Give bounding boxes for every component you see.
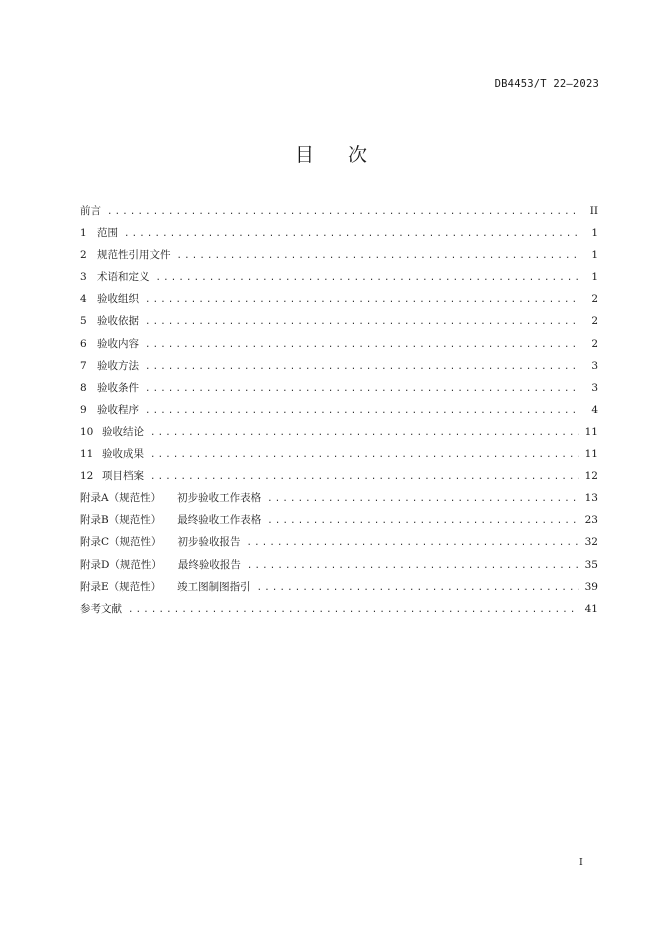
toc-entry-title: 初步验收报告	[177, 536, 241, 549]
toc-leader-dots	[177, 245, 581, 267]
toc-entry-number: 6	[80, 337, 87, 350]
toc-entry-page: 1	[591, 271, 598, 284]
toc-entry-title: 验收依据	[97, 315, 139, 328]
toc-entry[interactable]	[80, 200, 598, 222]
toc-entry-number: 4	[80, 293, 87, 306]
toc-entry-number: 附录E（规范性）	[80, 580, 162, 593]
page-title: 目次	[294, 144, 401, 166]
toc-entry-page: 12	[584, 470, 598, 483]
toc-entry[interactable]	[80, 377, 598, 399]
toc-entry-number: 3	[80, 271, 87, 284]
toc-entry-page: 23	[584, 514, 598, 527]
toc-entry-number: 附录C（规范性）	[80, 536, 162, 549]
toc-entry-number: 7	[80, 359, 87, 372]
toc-leader-dots	[145, 311, 580, 333]
document-code: DB4453/T 22—2023	[494, 78, 599, 90]
toc-leader-dots	[145, 400, 580, 422]
toc-entry[interactable]	[80, 531, 598, 553]
toc-entry-page: 3	[591, 359, 598, 372]
toc-entry-page: 11	[584, 425, 598, 438]
toc-entry-number: 11	[80, 448, 94, 461]
toc-entry-number: 5	[80, 315, 87, 328]
toc-entry-page: 32	[584, 536, 598, 549]
toc-entry-title: 验收成果	[102, 448, 144, 461]
toc-leader-dots	[150, 422, 579, 444]
toc-entry-title: 最终验收工作表格	[177, 514, 262, 527]
toc-entry-title: 验收组织	[97, 293, 139, 306]
toc-entry-number: 1	[80, 227, 87, 240]
toc-entry-title: 验收条件	[97, 381, 139, 394]
toc-entry[interactable]	[80, 554, 598, 576]
toc-leader-dots	[267, 510, 578, 532]
toc-entry-page: 1	[591, 249, 598, 262]
toc-entry-title: 验收方法	[97, 359, 139, 372]
toc-entry-page: 2	[591, 293, 598, 306]
toc-entry-number: 10	[80, 425, 94, 438]
toc-leader-dots	[156, 267, 581, 289]
toc-entry[interactable]	[80, 576, 598, 598]
toc-entry-page: 2	[591, 337, 598, 350]
toc-entry-title: 术语和定义	[97, 271, 150, 284]
toc-entry-number: 9	[80, 403, 87, 416]
toc-leader-dots	[145, 334, 580, 356]
toc-entry-page: 41	[584, 602, 598, 615]
toc-entry[interactable]	[80, 288, 598, 310]
toc-entry[interactable]	[80, 509, 598, 531]
toc-entry[interactable]	[80, 333, 598, 355]
toc-entry-title: 竣工图制图指引	[177, 580, 251, 593]
toc-entry-number: 8	[80, 381, 87, 394]
toc-entry[interactable]	[80, 465, 598, 487]
toc-entry-page: 1	[591, 227, 598, 240]
toc-entry[interactable]	[80, 244, 598, 266]
toc-leader-dots	[145, 289, 580, 311]
toc-entry-page: II	[589, 205, 598, 217]
toc-leader-dots	[124, 223, 580, 245]
page-number: I	[579, 857, 583, 868]
toc-leader-dots	[247, 532, 579, 554]
toc-entry-title: 项目档案	[102, 470, 144, 483]
toc-entry-page: 3	[591, 381, 598, 394]
toc-entry[interactable]	[80, 598, 598, 620]
toc-entry[interactable]	[80, 310, 598, 332]
toc-entry[interactable]	[80, 487, 598, 509]
toc-entry-title: 参考文献	[80, 602, 122, 615]
toc-entry[interactable]	[80, 421, 598, 443]
toc-entry-title: 初步验收工作表格	[177, 492, 262, 505]
toc-entry-number: 附录B（规范性）	[80, 514, 162, 527]
toc-entry[interactable]	[80, 443, 598, 465]
toc-entry[interactable]	[80, 355, 598, 377]
toc-leader-dots	[150, 466, 579, 488]
toc-entry-title: 规范性引用文件	[97, 249, 171, 262]
table-of-contents	[80, 200, 598, 620]
toc-entry[interactable]	[80, 399, 598, 421]
toc-entry-page: 2	[591, 315, 598, 328]
toc-entry-page: 35	[584, 558, 598, 571]
toc-entry-title: 范围	[97, 227, 118, 240]
toc-entry-title: 最终验收报告	[177, 558, 241, 571]
toc-leader-dots	[257, 577, 579, 599]
toc-entry[interactable]	[80, 222, 598, 244]
toc-entry-number: 附录A（规范性）	[80, 492, 162, 505]
toc-entry-page: 11	[584, 448, 598, 461]
toc-leader-dots	[150, 444, 579, 466]
toc-entry-page: 4	[591, 403, 598, 416]
toc-leader-dots	[107, 201, 580, 223]
toc-entry-title: 验收程序	[97, 403, 139, 416]
toc-entry-number: 2	[80, 249, 87, 262]
toc-entry-page: 13	[584, 492, 598, 505]
toc-entry-title: 验收结论	[102, 425, 144, 438]
toc-entry[interactable]	[80, 266, 598, 288]
toc-leader-dots	[145, 378, 580, 400]
toc-leader-dots	[128, 599, 579, 621]
toc-entry-number: 附录D（规范性）	[80, 558, 162, 571]
toc-entry-page: 39	[584, 580, 598, 593]
toc-leader-dots	[267, 488, 579, 510]
toc-entry-title: 前言	[80, 205, 101, 217]
toc-leader-dots	[247, 555, 579, 577]
toc-leader-dots	[145, 356, 580, 378]
toc-entry-title: 验收内容	[97, 337, 139, 350]
toc-entry-number: 12	[80, 470, 94, 483]
